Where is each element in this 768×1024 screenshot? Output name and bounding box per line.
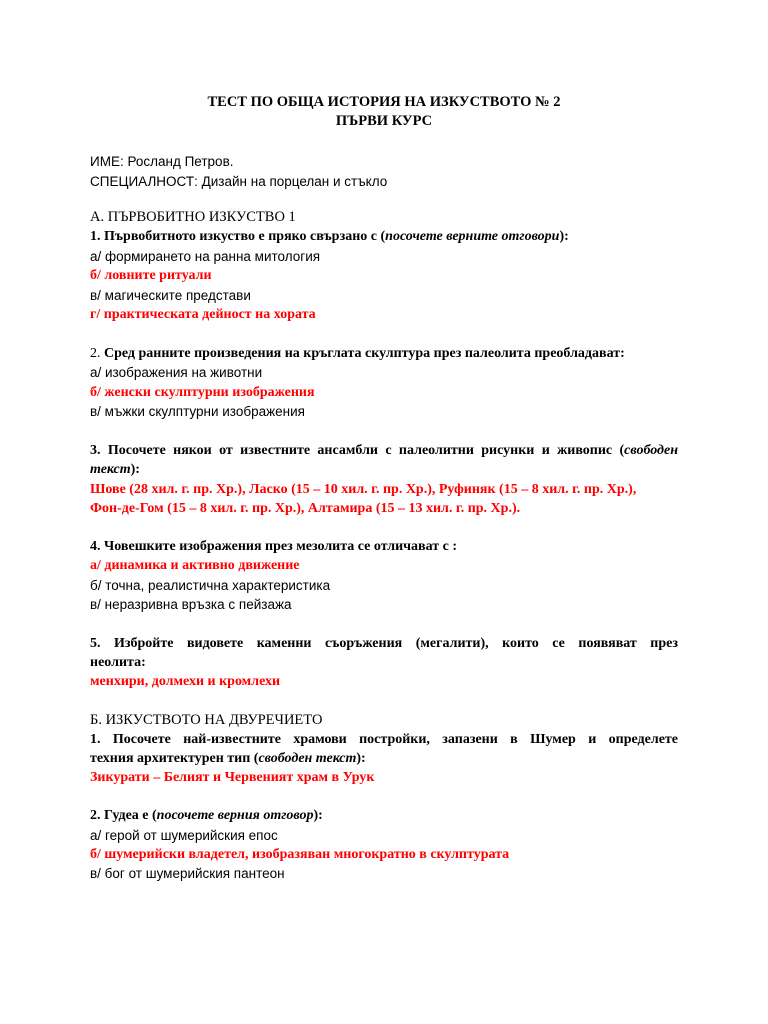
- question-a1-hint: посочете верните отговори: [385, 229, 560, 244]
- section-a-heading: А. ПЪРВОБИТНО ИЗКУСТВО 1: [90, 209, 296, 225]
- question-b1-text: техния архитектурен тип (: [90, 751, 259, 766]
- question-b1-line1: 1. Посочете най-известните храмови постройки, запазени в Шумер и определете: [90, 732, 678, 747]
- document-title: ТЕСТ ПО ОБЩА ИСТОРИЯ НА ИЗКУСТВОТО № 2: [207, 94, 561, 110]
- answer-a1-a: а/ формирането на ранна митология: [90, 249, 321, 264]
- question-a5-line1: 5. Избройте видовете каменни съоръжения (мегалити), които се появяват през: [90, 636, 678, 651]
- question-b1-hint: свободен текст: [258, 751, 357, 766]
- answer-a4-a: а/ динамика и активно движение: [90, 558, 300, 573]
- answer-b1: Зикурати – Белият и Червеният храм в Урук: [90, 770, 375, 785]
- question-b2-close: ):: [313, 808, 323, 823]
- answer-a1-b: б/ ловните ритуали: [90, 268, 212, 283]
- question-a3-line1: [90, 441, 678, 461]
- question-b2-text: 2. Гудеа е (: [90, 808, 157, 823]
- question-b2: [90, 806, 323, 826]
- answer-a3-line2: Фон-де-Гом (15 – 8 хил. г. пр. Хр.), Алтамира (15 – 13 хил. г. пр. Хр.).: [90, 501, 521, 516]
- answer-b2-a: а/ герой от шумерийския епос: [90, 828, 278, 843]
- specialty-value: Дизайн на порцелан и стъкло: [197, 174, 388, 189]
- answer-a4-v: в/ неразривна връзка с пейзажа: [90, 597, 292, 612]
- answer-a1-v: в/ магическите представи: [90, 288, 251, 303]
- question-a1-text: 1. Първобитното изкуство е пряко свързано с (: [90, 229, 386, 244]
- question-b2-hint: посочете верния отговор: [156, 808, 314, 823]
- answer-a5: менхири, долмехи и кромлехи: [90, 674, 281, 689]
- question-a3-hint2: текст: [90, 462, 131, 477]
- question-a2-text: Сред ранните произведения на кръглата скулптура през палеолита преобладават:: [100, 346, 625, 361]
- answer-a4-b: б/ точна, реалистична характеристика: [90, 578, 331, 593]
- name-value: Росланд Петров.: [123, 154, 234, 169]
- answer-b2-b: б/ шумерийски владетел, изобразяван многократно в скулптурата: [90, 847, 510, 862]
- answer-b2-v: в/ бог от шумерийския пантеон: [90, 866, 285, 881]
- answer-a2-v: в/ мъжки скулптурни изображения: [90, 404, 305, 419]
- answer-a2-b: б/ женски скулптурни изображения: [90, 385, 315, 400]
- question-a4: 4. Човешките изображения през мезолита се отличават с :: [90, 539, 458, 554]
- question-a3-text: 3. Посочете някои от известните ансамбли с палеолитни рисунки и живопис (: [90, 443, 625, 458]
- question-a5-line2: неолита:: [90, 655, 146, 670]
- question-a1: [90, 227, 569, 247]
- question-a3-line2: [90, 460, 140, 480]
- question-b1-close: ):: [356, 751, 366, 766]
- answer-a2-a: а/ изображения на животни: [90, 365, 263, 380]
- question-a1-close: ):: [559, 229, 569, 244]
- student-specialty: [90, 172, 387, 193]
- answer-a3-line1: Шове (28 хил. г. пр. Хр.), Ласко (15 – 10 хил. г. пр. Хр.), Руфиняк (15 – 8 хил. г. пр. Хр.),: [90, 482, 637, 497]
- student-name: [90, 152, 234, 173]
- section-b-heading: Б. ИЗКУСТВОТО НА ДВУРЕЧИЕТО: [90, 712, 323, 728]
- question-a2: [90, 344, 625, 364]
- question-a3-hint1: свободен: [624, 443, 678, 458]
- question-b1-line2: [90, 749, 366, 769]
- specialty-label: СПЕЦИАЛНОСТ:: [90, 174, 198, 189]
- document-subtitle: ПЪРВИ КУРС: [335, 113, 433, 129]
- name-label: ИМЕ:: [90, 154, 124, 169]
- answer-a1-g: г/ практическата дейност на хората: [90, 307, 316, 322]
- question-a3-close: ):: [130, 462, 140, 477]
- question-a2-number: 2.: [90, 346, 101, 361]
